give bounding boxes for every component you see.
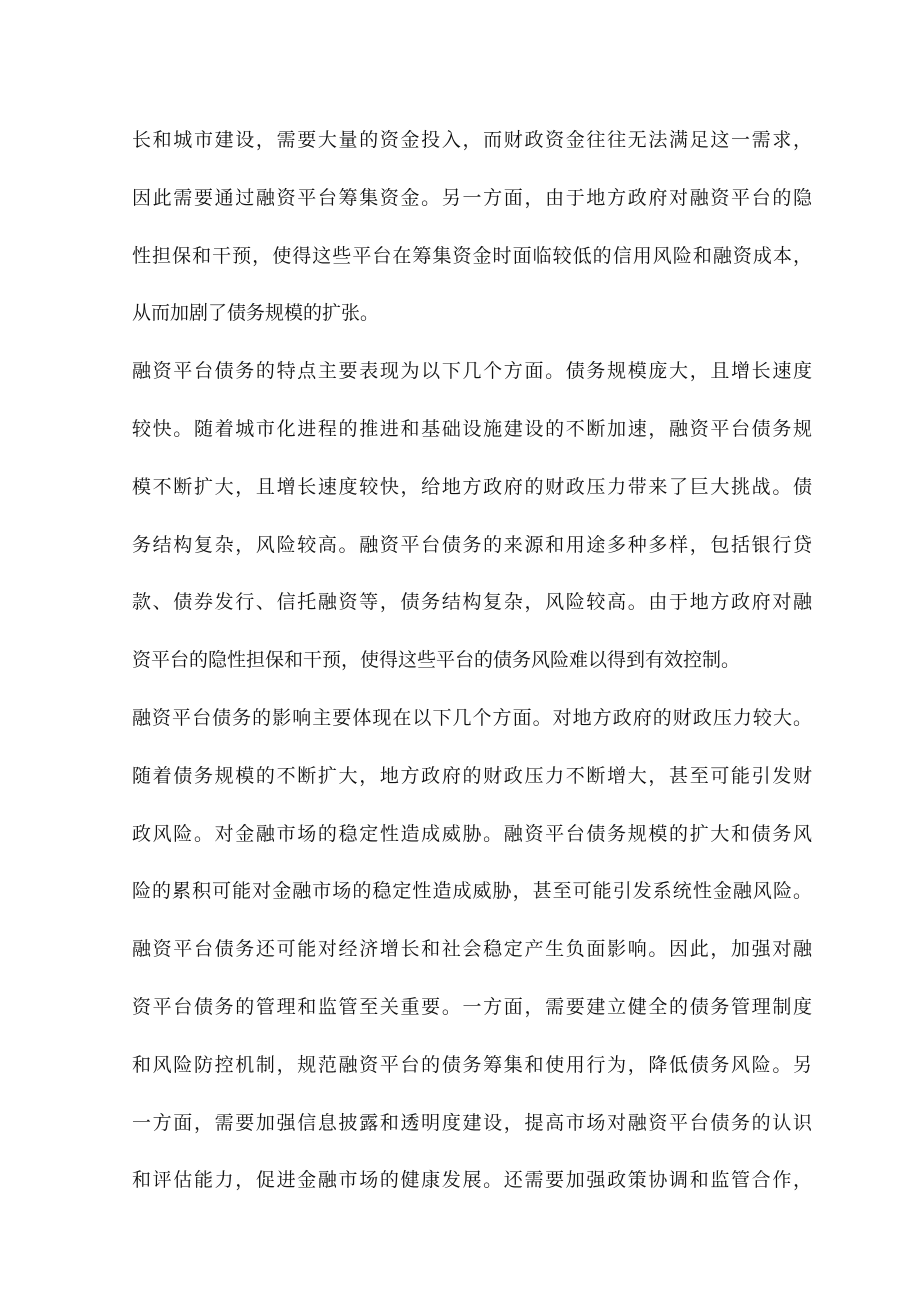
text-line: 模不断扩大，且增长速度较快，给地方政府的财政压力带来了巨大挑战。债 bbox=[132, 475, 812, 498]
text-line: 融资平台债务还可能对经济增长和社会稳定产生负面影响。因此，加强对融 bbox=[132, 938, 812, 961]
text-line: 性担保和干预，使得这些平台在筹集资金时面临较低的信用风险和融资成本， bbox=[132, 244, 812, 267]
text-line: 融资平台债务的影响主要体现在以下几个方面。对地方政府的财政压力较大。 bbox=[132, 706, 812, 729]
body-text bbox=[132, 122, 812, 1220]
text-line: 长和城市建设，需要大量的资金投入，而财政资金往往无法满足这一需求， bbox=[132, 129, 812, 151]
text-line: 和评估能力，促进金融市场的健康发展。还需要加强政策协调和监管合作， bbox=[132, 1169, 812, 1192]
text-line: 务结构复杂，风险较高。融资平台债务的来源和用途多种多样，包括银行贷 bbox=[132, 533, 812, 556]
text-line: 资平台的隐性担保和干预，使得这些平台的债务风险难以得到有效控制。 bbox=[132, 649, 741, 672]
text-line: 险的累积可能对金融市场的稳定性造成威胁，甚至可能引发系统性金融风险。 bbox=[132, 880, 812, 903]
text-line: 资平台债务的管理和监管至关重要。一方面，需要建立健全的债务管理制度 bbox=[132, 995, 812, 1018]
text-line: 随着债务规模的不断扩大，地方政府的财政压力不断增大，甚至可能引发财 bbox=[132, 764, 812, 787]
text-line: 和风险防控机制，规范融资平台的债务筹集和使用行为，降低债务风险。另 bbox=[132, 1053, 812, 1076]
text-line: 因此需要通过融资平台筹集资金。另一方面，由于地方政府对融资平台的隐 bbox=[132, 186, 812, 209]
text-line: 款、债券发行、信托融资等，债务结构复杂，风险较高。由于地方政府对融 bbox=[132, 591, 812, 614]
text-line: 政风险。对金融市场的稳定性造成威胁。融资平台债务规模的扩大和债务风 bbox=[132, 822, 812, 845]
text-line: 融资平台债务的特点主要表现为以下几个方面。债务规模庞大，且增长速度 bbox=[132, 360, 812, 383]
text-line: 较快。随着城市化进程的推进和基础设施建设的不断加速，融资平台债务规 bbox=[132, 417, 812, 440]
text-line: 一方面，需要加强信息披露和透明度建设，提高市场对融资平台债务的认识 bbox=[132, 1111, 812, 1134]
text-line: 从而加剧了债务规模的扩张。 bbox=[132, 302, 380, 325]
